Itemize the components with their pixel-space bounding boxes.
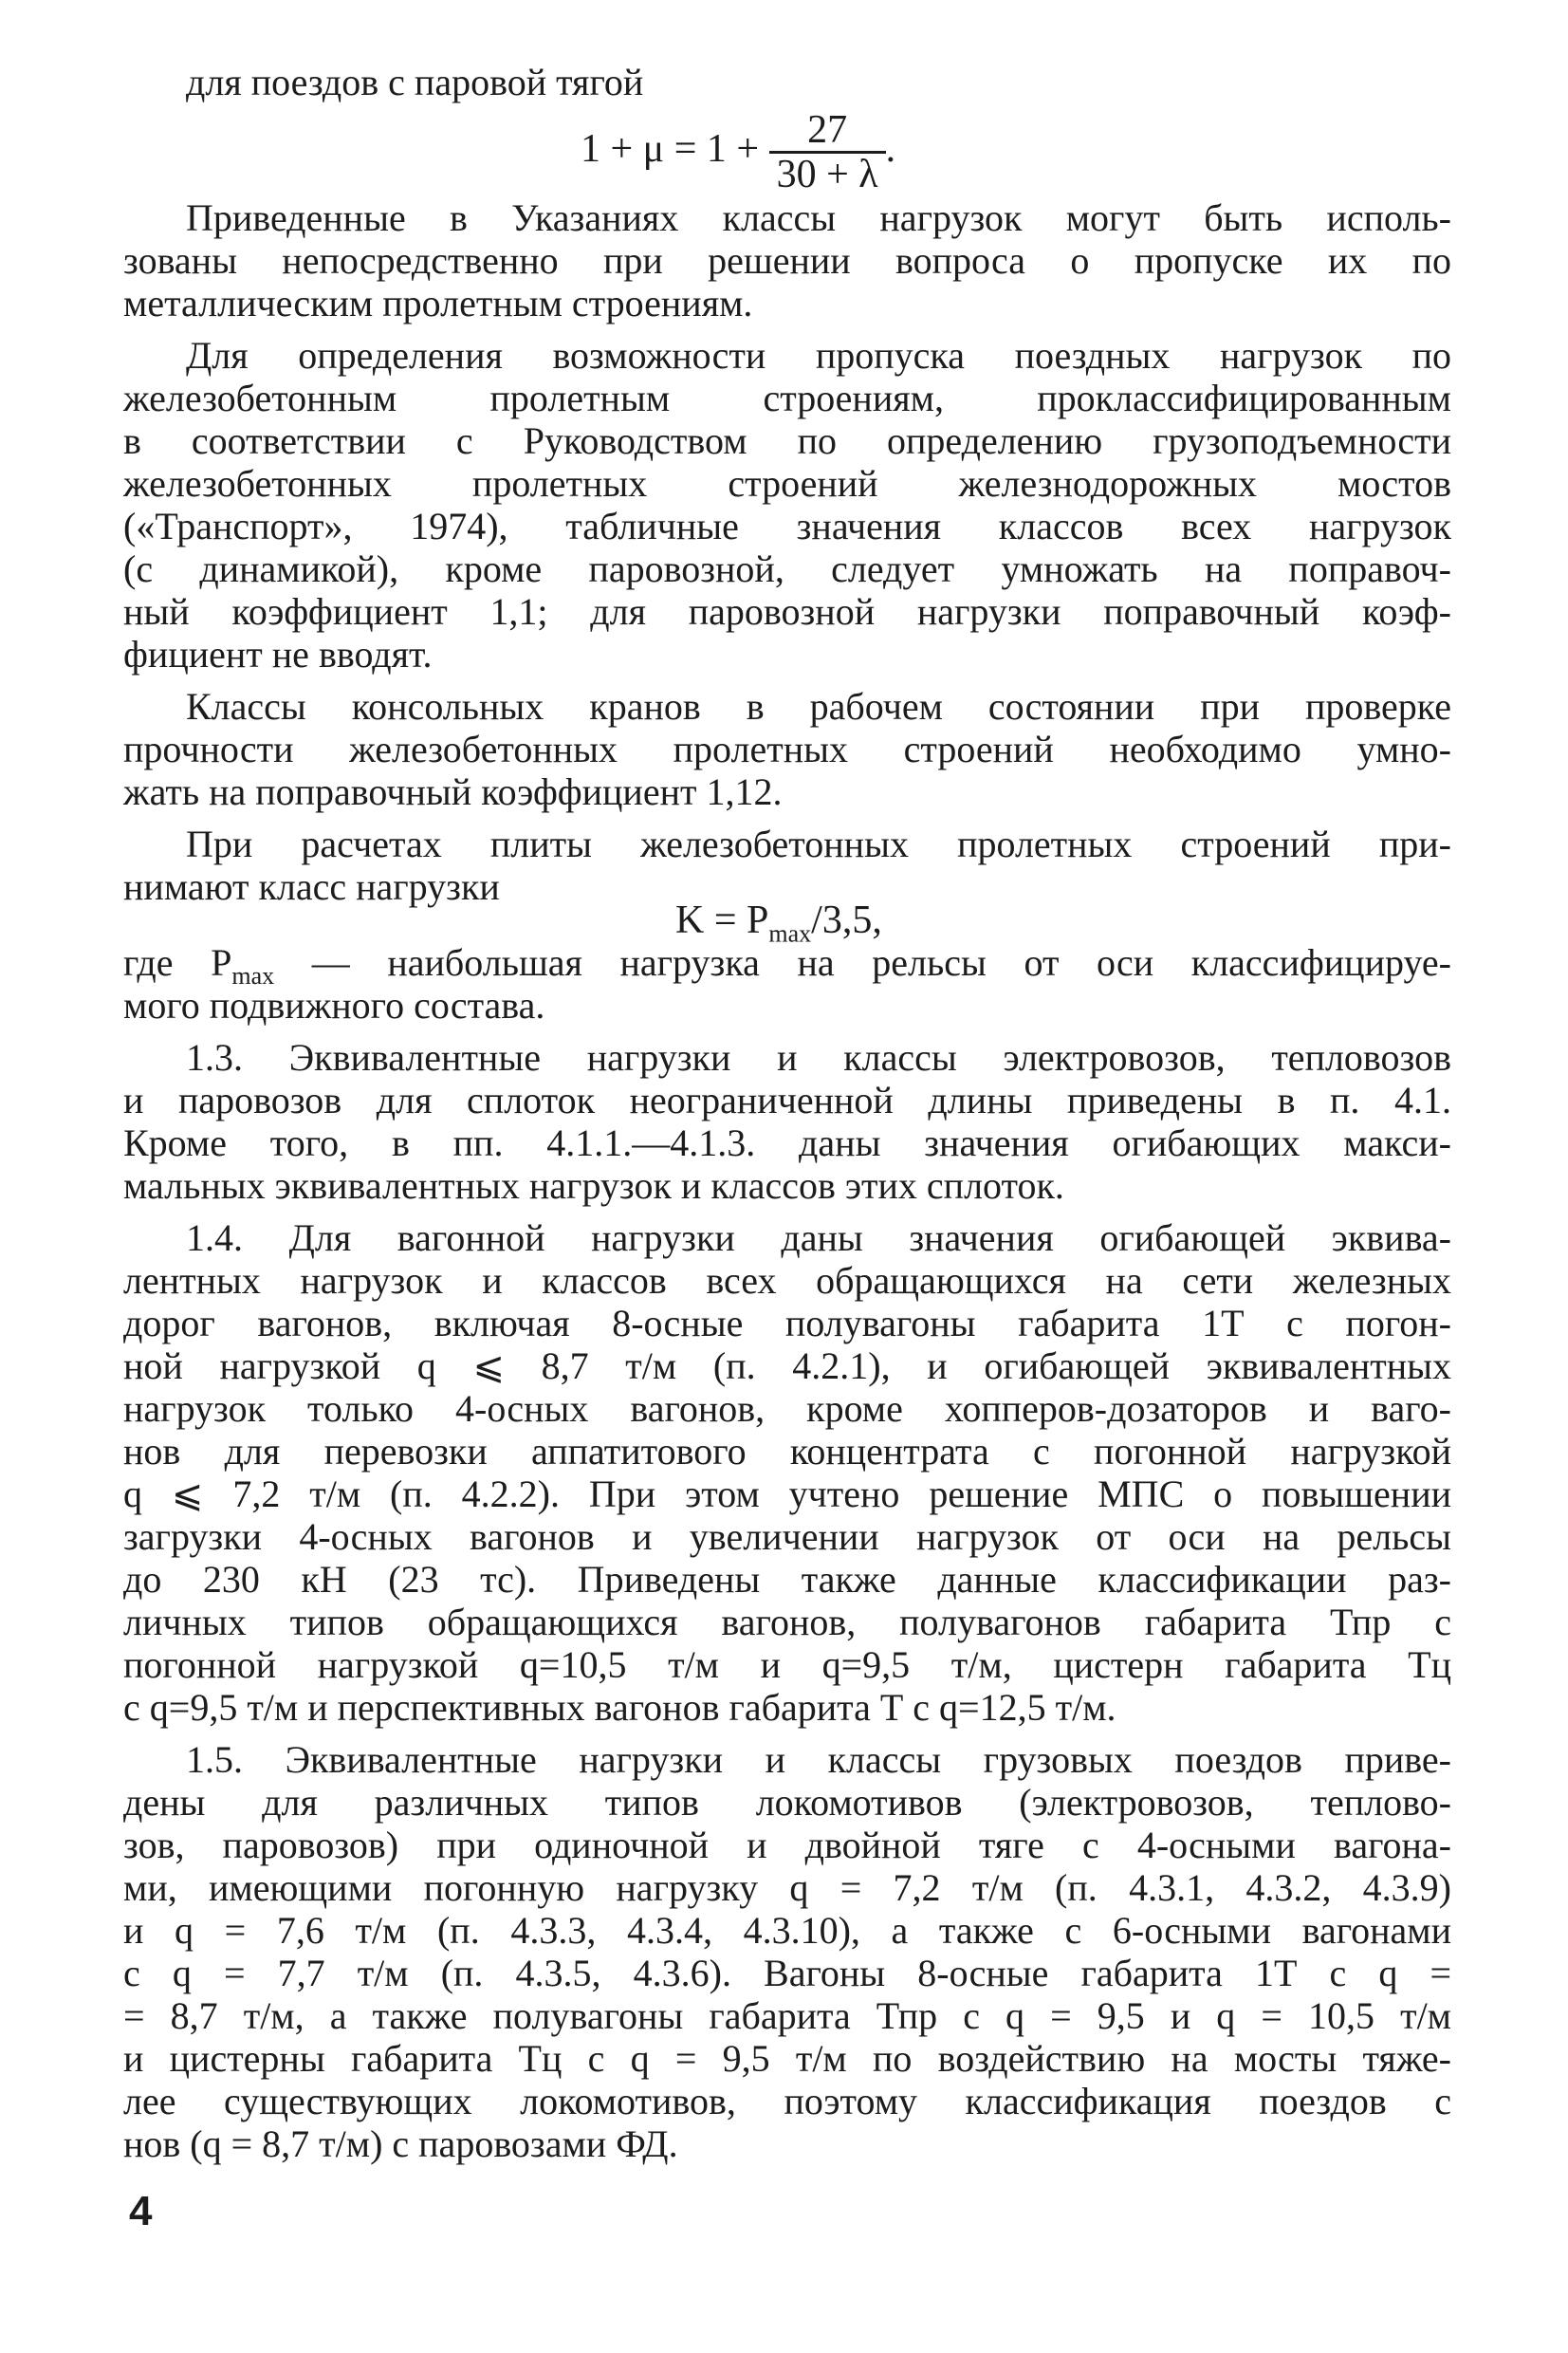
paragraph-line: зованы непосредственно при решении вопроса о пропуске их по	[123, 239, 1451, 282]
formula-dynamic-coefficient	[581, 109, 895, 195]
formula-lhs: 1 + μ = 1 +	[581, 127, 760, 172]
paragraph-line: нов (q = 8,7 т/м) с паровозами ФД.	[123, 2122, 678, 2165]
page-number: 4	[129, 2188, 153, 2234]
paragraph-line: личных типов обращающихся вагонов, полувагонов габарита Тпр с	[123, 1601, 1451, 1643]
paragraph-line: до 230 кН (23 тс). Приведены также данные классификации раз-	[123, 1558, 1451, 1601]
formula-fraction	[769, 109, 886, 195]
paragraph-line: дены для различных типов локомотивов (электровозов, теплово-	[123, 1781, 1451, 1824]
paragraph-line: загрузки 4-осных вагонов и увеличении нагрузок от оси на рельсы	[123, 1515, 1451, 1558]
intro-line: для поездов с паровой тягой	[186, 61, 644, 103]
paragraph-line: ми, имеющими погонную нагрузку q = 7,2 т/м (п. 4.3.1, 4.3.2, 4.3.9)	[123, 1866, 1451, 1909]
paragraph-line: и цистерны габарита Тц с q = 9,5 т/м по воздействию на мосты тяже-	[123, 2037, 1451, 2080]
paragraph-line: (с динамикой), кроме паровозной, следует умножать на поправоч-	[123, 547, 1451, 590]
paragraph-line: погонной нагрузкой q=10,5 т/м и q=9,5 т/м, цистерн габарита Тц	[123, 1643, 1451, 1686]
where-subscript: max	[231, 962, 275, 990]
formula-subscript: max	[768, 919, 812, 948]
paragraph-line: мого подвижного состава.	[123, 984, 545, 1027]
paragraph-line: При расчетах плиты железобетонных пролетных строений при-	[186, 823, 1451, 865]
formula-end: .	[885, 127, 896, 172]
where-text: где P	[123, 941, 232, 984]
paragraph-line: с q=9,5 т/м и перспективных вагонов габарита Т с q=12,5 т/м.	[123, 1686, 1116, 1729]
paragraph-line: Кроме того, в пп. 4.1.1.—4.1.3. даны значения огибающих макси-	[123, 1121, 1451, 1164]
paragraph-line: дорог вагонов, включая 8-осные полувагоны габарита 1Т с погон-	[123, 1302, 1451, 1344]
paragraph-line: фициент не вводят.	[123, 633, 433, 676]
paragraph-line: лентных нагрузок и классов всех обращающихся на сети железных	[123, 1259, 1451, 1302]
paragraph-line: Классы консольных кранов в рабочем состоянии при проверке	[186, 685, 1451, 728]
paragraph-line: = 8,7 т/м, а также полувагоны габарита Тпр с q = 9,5 и q = 10,5 т/м	[123, 1994, 1451, 2037]
paragraph-line: нимают класс нагрузки	[123, 865, 500, 908]
paragraph-line: железобетонным пролетным строениям, проклассифицированным	[123, 377, 1451, 419]
fraction-denominator: 30 + λ	[776, 153, 878, 196]
paragraph-line: мальных эквивалентных нагрузок и классов этих сплоток.	[123, 1164, 1064, 1207]
paragraph-line: и q = 7,6 т/м (п. 4.3.3, 4.3.4, 4.3.10), а также с 6-осными вагонами	[123, 1909, 1451, 1952]
paragraph-line: ный коэффициент 1,1; для паровозной нагрузки поправочный коэф-	[123, 590, 1451, 633]
paragraph-line: 1.4. Для вагонной нагрузки даны значения огибающей эквива-	[186, 1216, 1451, 1259]
paragraph-line: жать на поправочный коэффициент 1,12.	[123, 770, 783, 813]
paragraph-line: лее существующих локомотивов, поэтому классификация поездов с	[123, 2080, 1451, 2122]
paragraph-line: прочности железобетонных пролетных строений необходимо умно-	[123, 728, 1451, 770]
paragraph-line: зов, паровозов) при одиночной и двойной тяге с 4-осными вагона-	[123, 1824, 1451, 1866]
paragraph-line: Приведенные в Указаниях классы нагрузок могут быть исполь-	[186, 196, 1451, 239]
paragraph-line: 1.3. Эквивалентные нагрузки и классы электровозов, тепловозов	[186, 1036, 1451, 1079]
fraction-numerator: 27	[769, 109, 886, 154]
paragraph-line: нагрузок только 4-осных вагонов, кроме хопперов-дозаторов и ваго-	[123, 1387, 1451, 1430]
paragraph-line: нов для перевозки аппатитового концентрата с погонной нагрузкой	[123, 1430, 1451, 1473]
paragraph-line: q ⩽ 7,2 т/м (п. 4.2.2). При этом учтено решение МПС о повышении	[123, 1473, 1451, 1515]
formula-lhs: K = P	[675, 899, 769, 942]
paragraph-line: («Транспорт», 1974), табличные значения классов всех нагрузок	[123, 505, 1451, 547]
paragraph-line: ной нагрузкой q ⩽ 8,7 т/м (п. 4.2.1), и огибающей эквивалентных	[123, 1344, 1451, 1387]
paragraph-line: железобетонных пролетных строений железнодорожных мостов	[123, 462, 1451, 505]
paragraph-line: Для определения возможности пропуска поездных нагрузок по	[186, 334, 1451, 377]
paragraph-line: в соответствии с Руководством по определению грузоподъемности	[123, 419, 1451, 462]
paragraph-line: 1.5. Эквивалентные нагрузки и классы грузовых поездов приве-	[186, 1738, 1451, 1781]
paragraph-line: с q = 7,7 т/м (п. 4.3.5, 4.3.6). Вагоны 8-осные габарита 1Т с q =	[123, 1952, 1451, 1994]
formula-rhs: /3,5,	[811, 899, 882, 942]
paragraph-line: и паровозов для сплоток неограниченной длины приведены в п. 4.1.	[123, 1079, 1451, 1121]
where-rest: — наибольшая нагрузка на рельсы от оси классифицируе-	[274, 941, 1452, 984]
paragraph-line: металлическим пролетным строениям.	[123, 282, 753, 324]
